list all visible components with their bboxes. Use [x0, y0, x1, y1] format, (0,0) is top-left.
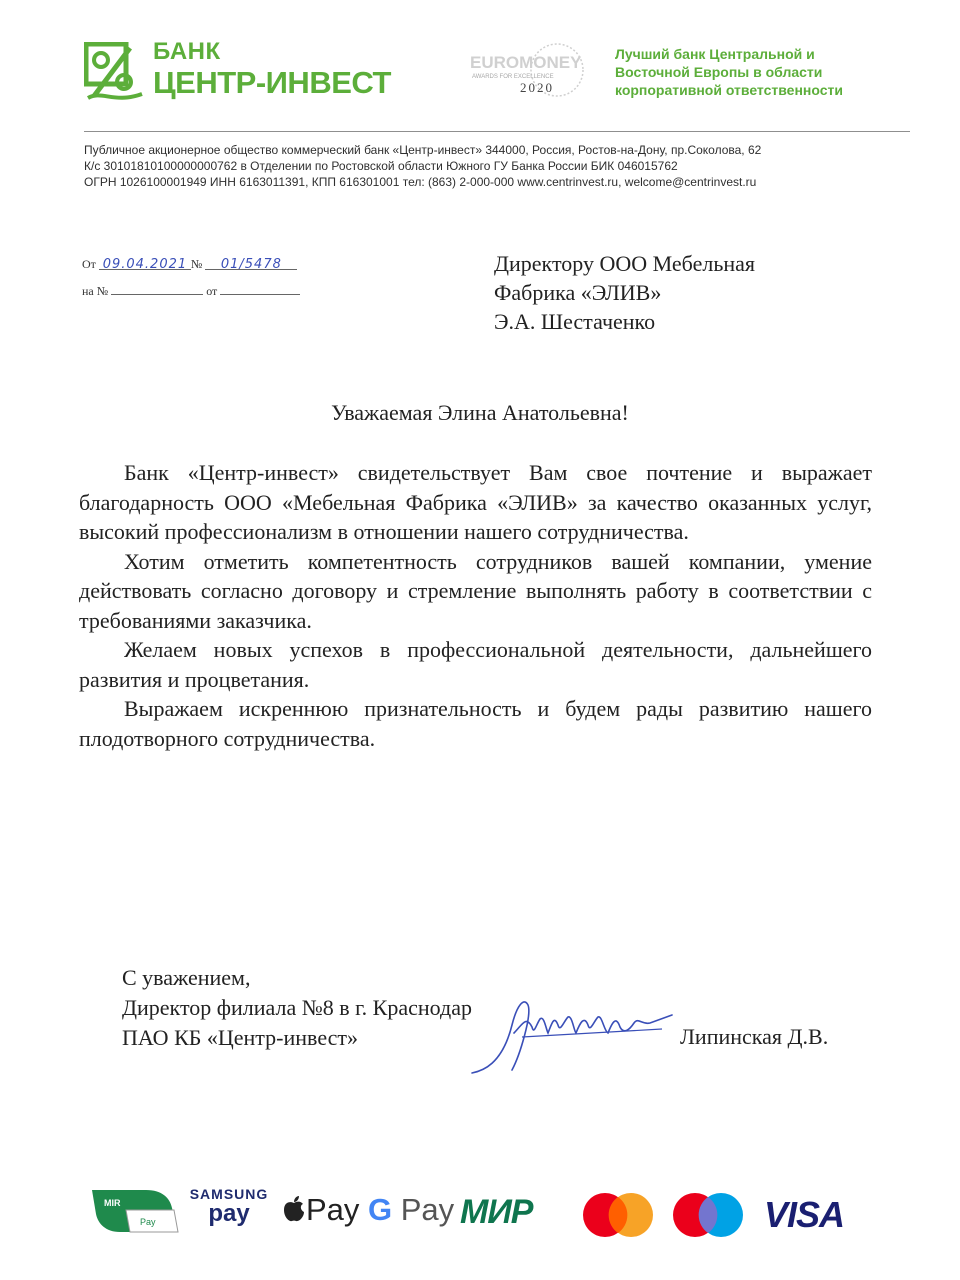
apple-pay-logo — [282, 1192, 359, 1231]
maestro-logo-icon — [672, 1192, 744, 1238]
number-label: № — [190, 257, 203, 271]
award-line3: корпоративной ответственности — [615, 82, 843, 98]
letter-date: 09.04.2021 — [99, 257, 191, 270]
closing-line3: ПАО КБ «Центр-инвест» — [122, 1025, 359, 1050]
samsung-pay-logo — [186, 1186, 272, 1226]
addressee-line3: Э.А. Шестаченко — [494, 309, 656, 334]
award-line1: Лучший банк Центральной и — [615, 46, 815, 62]
closing-line2: Директор филиала №8 в г. Краснодар — [122, 995, 472, 1020]
bank-requisites — [84, 142, 761, 190]
google-pay-logo — [368, 1192, 454, 1228]
paragraph-1: Банк «Центр-инвест» свидетельствует Вам свое почтение и выражает благодарность ООО «Мебельная Фабрика «ЭЛИВ» за качество оказанных услуг, высокий профессионализм в отношении нашего сотрудничества. — [79, 460, 872, 544]
mastercard-logo-icon — [582, 1192, 654, 1238]
letter-body — [79, 458, 872, 753]
apple-pay-text: Pay — [306, 1192, 360, 1227]
euromoney-award-logo — [462, 40, 602, 100]
samsung-top: SAMSUNG — [189, 1186, 269, 1202]
google-pay-text: Pay — [400, 1192, 455, 1227]
letter-number: 01/5478 — [205, 257, 297, 270]
mir-pay-logo — [90, 1188, 182, 1234]
requisites-line2: К/с 30101810100000000762 в Отделении по Ростовской области Южного ГУ Банка России БИК 046015762 — [84, 159, 678, 173]
greeting: Уважаемая Элина Анатольевна! — [331, 400, 629, 425]
outgoing-ref — [82, 257, 297, 272]
closing-line1: С уважением, — [122, 965, 251, 990]
addressee-block — [494, 249, 755, 336]
handwritten-signature — [462, 985, 692, 1085]
mir-logo: МИР — [460, 1193, 533, 1231]
apple-icon — [282, 1195, 306, 1231]
addressee-line2: Фабрика «ЭЛИВ» — [494, 280, 662, 305]
incoming-ref — [82, 282, 300, 299]
paragraph-2: Хотим отметить компетентность сотрудников вашей компании, умение действовать согласно договору и стремление выполнять работу в соответствии с требованиями заказчика. — [79, 548, 872, 633]
to-date-label: от — [206, 284, 218, 298]
award-logo-sub: AWARDS FOR EXCELLENCE — [472, 74, 554, 80]
signer-name: Липинская Д.В. — [680, 1024, 829, 1049]
bank-logo-icon — [84, 42, 146, 104]
bank-name-line1: БАНК — [153, 38, 221, 65]
to-number-label: на № — [82, 284, 109, 298]
visa-logo: VISA — [764, 1194, 845, 1235]
requisites-line3: ОГРН 1026100001949 ИНН 6163011391, КПП 616301001 тел: (863) 2-000-000 www.centrinvest.ru, welcome@centrinvest.ru — [84, 175, 757, 189]
mir-pay-top: MIR — [104, 1198, 121, 1208]
bank-logo-text — [153, 40, 391, 98]
paragraph-4: Выражаем искреннюю признательность и будем рады развитию нашего плодотворного сотрудничества. — [79, 696, 872, 751]
bank-name-line2: ЦЕНТР-ИНВЕСТ — [153, 65, 391, 100]
award-caption — [615, 45, 843, 99]
google-g-icon: G — [368, 1192, 393, 1227]
award-line2: Восточной Европы в области — [615, 64, 823, 80]
closing-block — [122, 963, 472, 1053]
requisites-line1: Публичное акционерное общество коммерческий банк «Центр-инвест» 344000, Россия, Ростов-на-Дону, пр.Соколова, 62 — [84, 143, 762, 157]
header-divider — [84, 131, 910, 132]
to-number-blank — [111, 282, 203, 295]
award-logo-text: EUROMONEY — [470, 53, 582, 72]
paragraph-3: Желаем новых успехов в профессиональной деятельности, дальнейшего развития и процветания. — [79, 637, 872, 692]
from-label: От — [82, 257, 96, 271]
samsung-bottom: pay — [208, 1200, 250, 1227]
award-year: 2020 — [520, 80, 554, 95]
addressee-line1: Директору ООО Мебельная — [494, 251, 756, 276]
mir-pay-bottom: Pay — [140, 1217, 156, 1227]
to-date-blank — [220, 282, 300, 295]
